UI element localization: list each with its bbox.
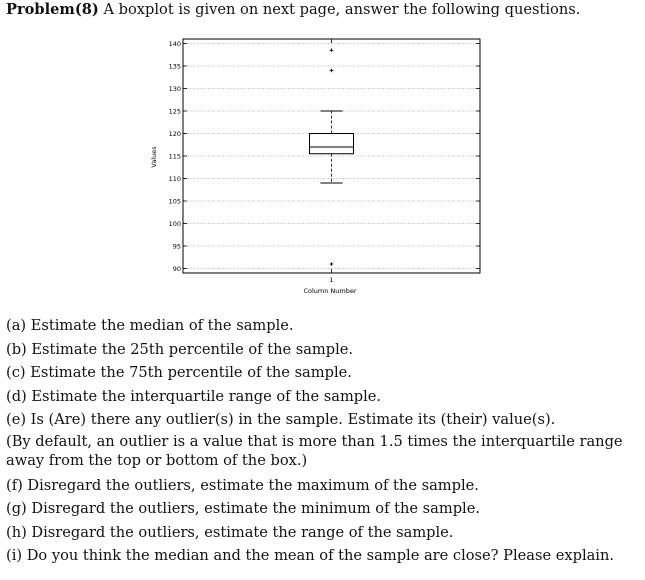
y-tick-label: 120	[168, 129, 181, 138]
y-axis-label: Values	[150, 146, 158, 168]
boxplot-chart	[140, 34, 500, 302]
iqr-box	[310, 134, 354, 154]
question-g: (g) Disregard the outliers, estimate the minimum of the sample.	[6, 500, 480, 517]
y-tick-label: 100	[168, 219, 181, 228]
y-tick-label: 110	[168, 174, 181, 183]
y-tick-label: 135	[168, 62, 181, 71]
question-d: (d) Estimate the interquartile range of the sample.	[6, 387, 382, 405]
outlier-definition-note: (By default, an outlier is a value that is more than 1.5 times the interquartile range away from the top or bottom of the box.)	[6, 432, 623, 469]
y-tick-label: 90	[172, 264, 181, 273]
y-tick-label: 140	[168, 39, 181, 48]
x-tick-label: 1	[329, 276, 334, 284]
problem-heading	[6, 0, 580, 20]
y-tick-label: 125	[168, 107, 181, 116]
question-a: (a) Estimate the median of the sample.	[6, 317, 294, 334]
y-tick-label: 115	[168, 152, 181, 161]
question-e: (e) Is (Are) there any outlier(s) in the sample. Estimate its (their) value(s).	[6, 411, 556, 428]
y-tick-label: 130	[168, 84, 181, 93]
question-f: (f) Disregard the outliers, estimate the maximum of the sample.	[6, 476, 479, 494]
question-c: (c) Estimate the 75th percentile of the sample.	[6, 364, 352, 381]
question-h: (h) Disregard the outliers, estimate the range of the sample.	[6, 523, 454, 541]
problem-text: A boxplot is given on next page, answer the following questions.	[103, 1, 581, 18]
y-tick-label: 95	[172, 242, 181, 251]
outlier-marker	[330, 69, 334, 73]
question-b: (b) Estimate the 25th percentile of the sample.	[6, 340, 354, 358]
problem-label: Problem(8)	[6, 1, 99, 18]
y-tick-label: 105	[168, 197, 181, 206]
outlier-marker	[330, 48, 334, 52]
x-axis-label: Column Number	[303, 287, 357, 295]
outlier-marker	[330, 262, 334, 266]
question-i: (i) Do you think the median and the mean of the sample are close? Please explain.	[6, 547, 615, 564]
question-list	[6, 314, 636, 568]
